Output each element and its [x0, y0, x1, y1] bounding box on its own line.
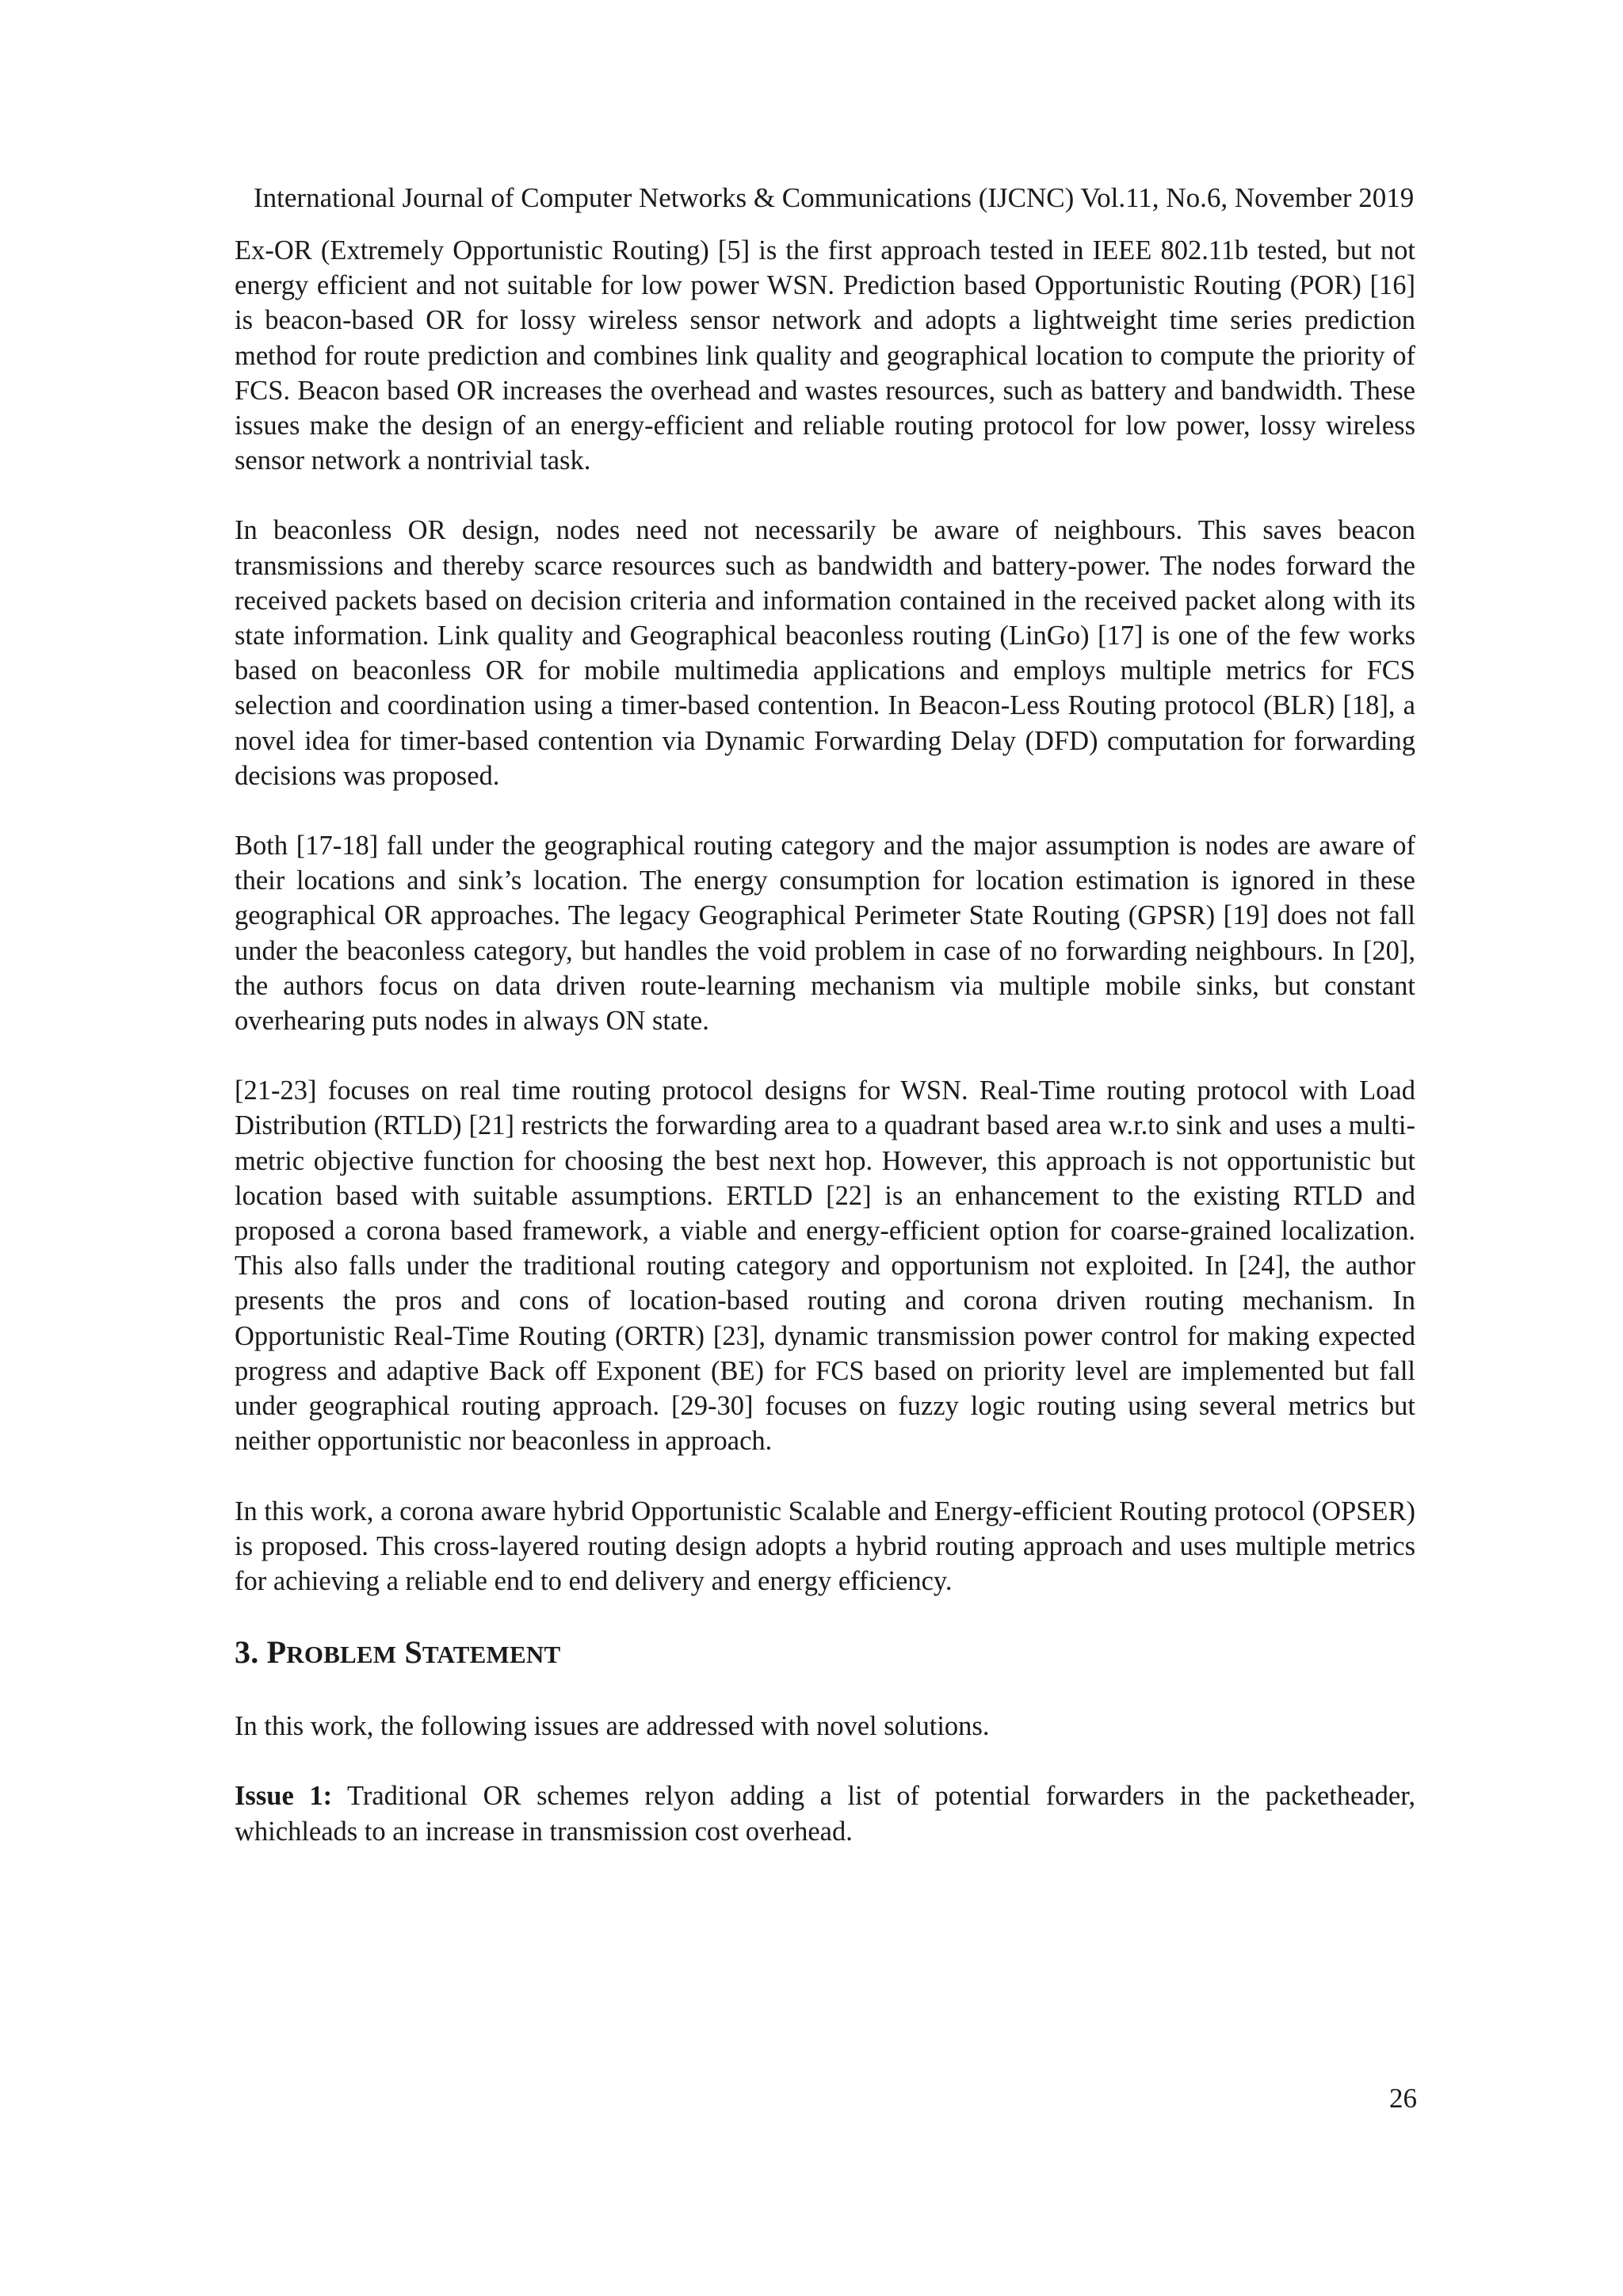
page-body	[235, 233, 1415, 1884]
running-header: International Journal of Computer Networks & Communications (IJCNC) Vol.11, No.6, November 2019	[254, 182, 1415, 213]
issue-1	[235, 1778, 1415, 1848]
section-title-rest-1: ROBLEM	[286, 1641, 397, 1669]
paragraph-realtime: [21-23] focuses on real time routing protocol designs for WSN. Real-Time routing protocol with Load Distribution (RTLD) [21] restricts the forwarding area to a quadrant based area w.r.to sink and uses a multi-metric objective function for choosing the best next hop. However, this approach is not opportunistic but location based with suitable assumptions. ERTLD [22] is an enhancement to the existing RTLD and proposed a corona based framework, a viable and energy-efficient option for coarse-grained localization. This also falls under the traditional routing category and opportunism not exploited. In [24], the author presents the pros and cons of location-based routing and corona driven routing mechanism. In Opportunistic Real-Time Routing (ORTR) [23], dynamic transmission power control for making expected progress and adaptive Back off Exponent (BE) for FCS based on priority level are implemented but fall under geographical routing approach. [29-30] focuses on fuzzy logic routing using several metrics but neither opportunistic nor beaconless in approach.	[235, 1075, 1415, 1457]
paragraph-exor: Ex-OR (Extremely Opportunistic Routing) [5] is the first approach tested in IEEE 802.11b tested, but not energy efficient and not suitable for low power WSN. Prediction based Opportunistic Routing (POR) [16] is beacon-based OR for lossy wireless sensor network and adopts a lightweight time series prediction method for route prediction and combines link quality and geographical location to compute the priority of FCS. Beacon based OR increases the overhead and wastes resources, such as battery and bandwidth. These issues make the design of an energy-efficient and reliable routing protocol for low power, lossy wireless sensor network a nontrivial task.	[235, 235, 1415, 476]
paragraph-opser: In this work, a corona aware hybrid Opportunistic Scalable and Energy-efficient Routing protocol (OPSER) is proposed. This cross-layered routing design adopts a hybrid routing approach and uses multiple metrics for achieving a reliable end to end delivery and energy efficiency.	[235, 1496, 1415, 1596]
issue-1-text: Traditional OR schemes relyon adding a list of potential forwarders in the packetheader, whichleads to an increase in transmission cost overhead.	[235, 1781, 1415, 1847]
section-title-initial-2: S	[404, 1634, 422, 1671]
section-heading-problem-statement	[235, 1633, 1415, 1674]
issue-1-label: Issue 1:	[235, 1781, 333, 1812]
section-intro: In this work, the following issues are addressed with novel solutions.	[235, 1711, 990, 1742]
section-number: 3.	[235, 1634, 259, 1671]
section-title-initial-1: P	[266, 1634, 287, 1671]
section-title-rest-2: TATEMENT	[422, 1641, 561, 1669]
paragraph-beaconless: In beaconless OR design, nodes need not necessarily be aware of neighbours. This saves beacon transmissions and thereby scarce resources such as bandwidth and battery-power. The nodes forward the received packets based on decision criteria and information contained in the received packet along with its state information. Link quality and Geographical beaconless routing (LinGo) [17] is one of the few works based on beaconless OR for mobile multimedia applications and employs multiple metrics for FCS selection and coordination using a timer-based contention. In Beacon-Less Routing protocol (BLR) [18], a novel idea for timer-based contention via Dynamic Forwarding Delay (DFD) computation for forwarding decisions was proposed.	[235, 515, 1415, 791]
page-number: 26	[1389, 2083, 1417, 2114]
paragraph-geographical: Both [17-18] fall under the geographical routing category and the major assumption is nodes are aware of their locations and sink’s location. The energy consumption for location estimation is ignored in these geographical OR approaches. The legacy Geographical Perimeter State Routing (GPSR) [19] does not fall under the beaconless category, but handles the void problem in case of no forwarding neighbours. In [20], the authors focus on data driven route-learning mechanism via multiple mobile sinks, but constant overhearing puts nodes in always ON state.	[235, 831, 1415, 1037]
